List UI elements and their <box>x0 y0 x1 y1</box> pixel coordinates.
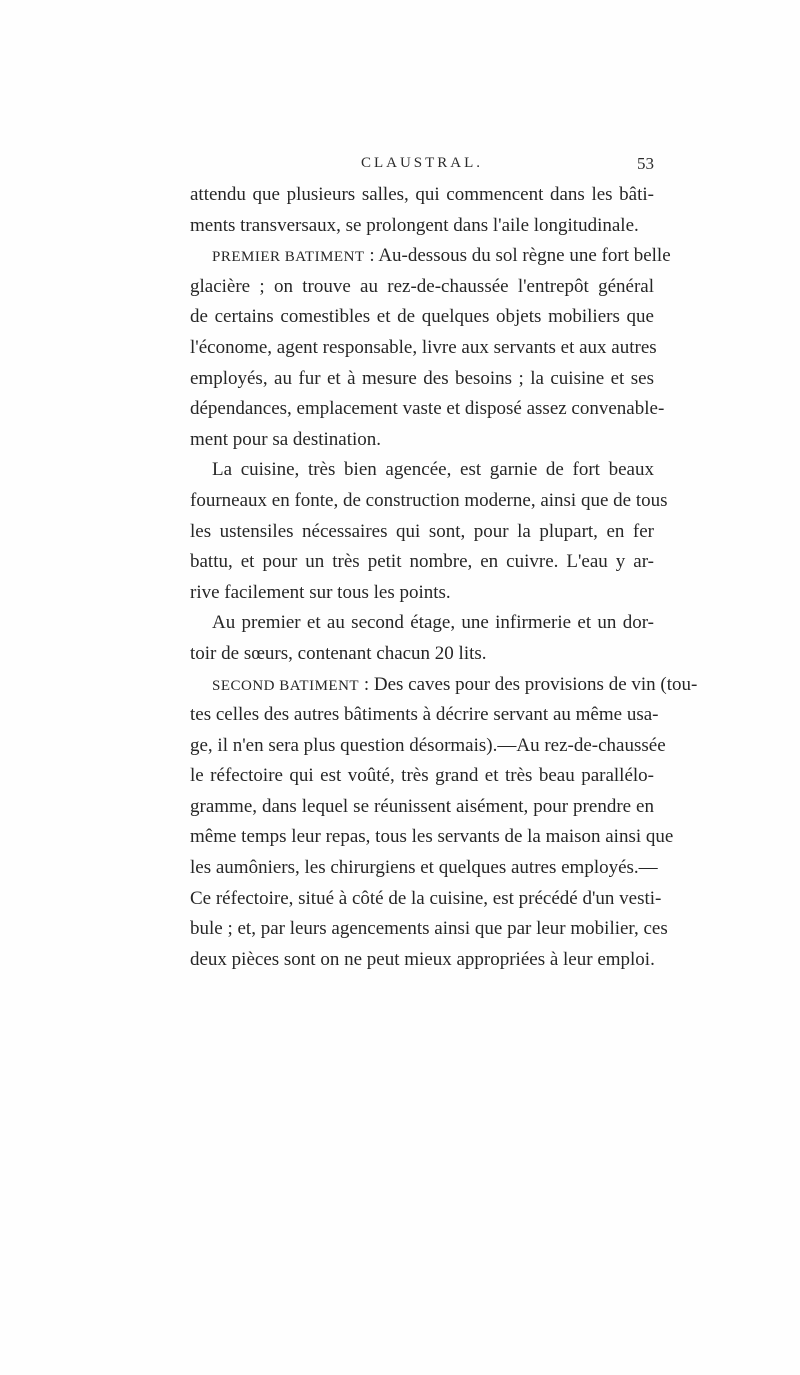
line-text: gramme, dans lequel se réunissent aisément, pour prendre en <box>190 795 654 817</box>
line-text: glacière ; on trouve au rez-de-chaussée l'entrepôt général <box>190 275 654 297</box>
text-line <box>190 486 668 517</box>
line-text: employés, au fur et à mesure des besoins ; la cuisine et ses <box>190 367 654 389</box>
text-line <box>190 517 654 548</box>
line-text: de certains comestibles et de quelques objets mobiliers que <box>190 306 654 328</box>
text-line <box>190 670 698 701</box>
line-text: tes celles des autres bâtiments à décrire servant au même usa- <box>190 704 659 726</box>
section-heading: PREMIER BATIMENT <box>212 249 365 266</box>
line-text: : Au-dessous du sol règne une fort belle <box>364 245 671 267</box>
line-text: battu, et pour un très petit nombre, en cuivre. L'eau y ar- <box>190 551 654 573</box>
line-text: attendu que plusieurs salles, qui commencent dans les bâti- <box>190 184 654 205</box>
running-head: CLAUSTRAL. <box>360 155 484 171</box>
line-text: La cuisine, très bien agencée, est garnie de fort beaux <box>212 459 654 481</box>
line-text: même temps leur repas, tous les servants de la maison ainsi que <box>190 826 674 848</box>
line-text: : Des caves pour des provisions de vin (tou- <box>359 673 698 695</box>
line-text: ments transversaux, se prolongent dans l'aile longitudinale. <box>190 214 639 236</box>
text-line <box>190 639 654 670</box>
text-line <box>190 272 654 303</box>
text-line <box>190 394 665 425</box>
text-line <box>190 333 657 364</box>
line-text: l'économe, agent responsable, livre aux servants et aux autres <box>190 336 657 358</box>
text-line <box>190 425 654 456</box>
text-line <box>190 211 654 242</box>
text-line <box>190 731 666 762</box>
line-text: rive facilement sur tous les points. <box>190 581 451 603</box>
text-line <box>190 792 654 823</box>
line-text: Au premier et au second étage, une infirmerie et un dor- <box>212 612 654 634</box>
body-text <box>190 180 698 975</box>
text-line <box>190 455 654 486</box>
line-text: deux pièces sont on ne peut mieux appropriées à leur emploi. <box>190 948 655 970</box>
line-text: le réfectoire qui est voûté, très grand et très beau parallélo- <box>190 765 654 787</box>
text-line <box>190 700 659 731</box>
line-text: toir de sœurs, contenant chacun 20 lits. <box>190 642 487 664</box>
text-line <box>190 180 654 211</box>
text-line <box>190 945 654 976</box>
text-line <box>190 302 654 333</box>
page-number: 53 <box>637 154 654 173</box>
line-text: bule ; et, par leurs agencements ainsi que par leur mobilier, ces <box>190 918 668 940</box>
line-text: Ce réfectoire, situé à côté de la cuisine, est précédé d'un vesti- <box>190 887 662 909</box>
section-heading: SECOND BATIMENT <box>212 677 360 694</box>
text-line <box>190 884 662 915</box>
text-line <box>190 241 671 272</box>
line-text: fourneaux en fonte, de construction moderne, ainsi que de tous <box>190 489 668 511</box>
line-text: ge, il n'en sera plus question désormais).—Au rez-de-chaussée <box>190 734 666 756</box>
line-text: les ustensiles nécessaires qui sont, pour la plupart, en fer <box>190 520 654 542</box>
text-line <box>190 853 658 884</box>
text-line <box>190 608 654 639</box>
page-header <box>190 155 654 181</box>
line-text: les aumôniers, les chirurgiens et quelques autres employés.— <box>190 857 658 879</box>
text-line <box>190 914 668 945</box>
text-line <box>190 364 654 395</box>
line-text: dépendances, emplacement vaste et disposé assez convenable- <box>190 398 665 420</box>
text-line <box>190 761 654 792</box>
text-line <box>190 822 674 853</box>
text-line <box>190 547 654 578</box>
line-text: ment pour sa destination. <box>190 428 382 450</box>
text-line <box>190 578 654 609</box>
